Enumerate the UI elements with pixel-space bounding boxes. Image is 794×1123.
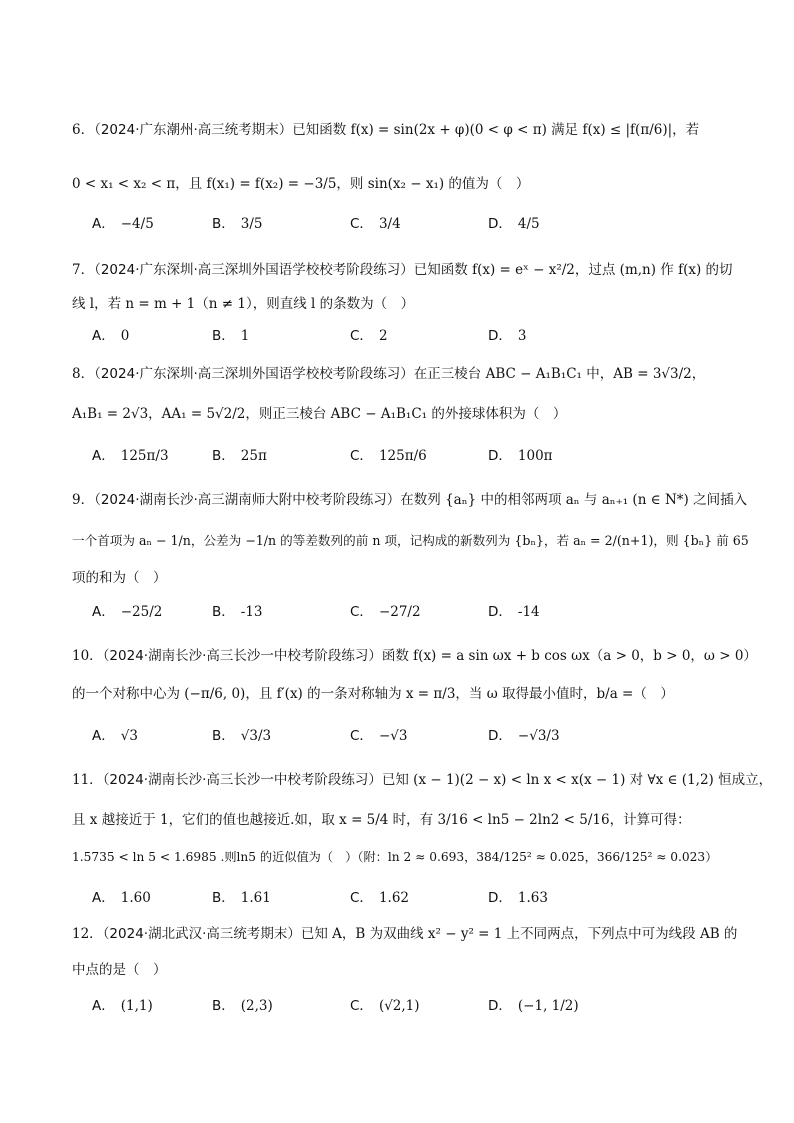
option-d: D． 3 xyxy=(488,328,527,344)
option-d: D． 100π xyxy=(488,448,553,464)
question-10-line-1: 10．（2024·湖南长沙·高三长沙一中校考阶段练习）函数 f(x) = a sin ωx + b cos ωx（a > 0，b > 0，ω > 0） xyxy=(72,648,757,664)
option-a: A． 1.60 xyxy=(92,890,151,906)
option-a: A． 0 xyxy=(92,328,130,344)
question-8-line-2: A₁B₁ = 2√3，AA₁ = 5√2/2，则正三棱台 ABC − A₁B₁C₁ 的外接球体积为（ ） xyxy=(72,406,567,422)
option-c: C． −27/2 xyxy=(350,604,421,620)
question-11-line-2: 且 x 越接近于 1，它们的值也越接近.如，取 x = 5/4 时，有 3/16 < ln5 − 2ln2 < 5/16，计算可得： xyxy=(72,812,691,828)
option-c: C． (√2,1) xyxy=(350,998,420,1014)
option-a: A． √3 xyxy=(92,728,138,744)
question-8-line-1: 8．（2024·广东深圳·高三深圳外国语学校校考阶段练习）在正三棱台 ABC − A₁B₁C₁ 中，AB = 3√3/2， xyxy=(72,366,706,382)
question-11-line-1: 11．（2024·湖南长沙·高三长沙一中校考阶段练习）已知 (x − 1)(2 − x) < ln x < x(x − 1) 对 ∀x ∈ (1,2) 恒成立， xyxy=(72,772,773,788)
question-9-line-2: 一个首项为 aₙ − 1/n，公差为 −1/n 的等差数列的前 n 项，记构成的新数列为 {bₙ}，若 aₙ = 2/(n+1)，则 {bₙ} 前 65 xyxy=(72,533,749,548)
question-7-line-1: 7．（2024·广东深圳·高三深圳外国语学校校考阶段练习）已知函数 f(x) = eˣ − x²/2，过点 (m,n) 作 f(x) 的切 xyxy=(72,262,733,278)
option-d: D． 4/5 xyxy=(488,216,540,232)
option-c: C． −√3 xyxy=(350,728,408,744)
option-b: B． 25π xyxy=(212,448,267,464)
option-b: B． 1 xyxy=(212,328,250,344)
question-6-line-2: 0 < x₁ < x₂ < π，且 f(x₁) = f(x₂) = −3/5，则 sin(x₂ − x₁) 的值为（ ） xyxy=(72,176,530,192)
option-d: D． -14 xyxy=(488,604,540,620)
option-b: B． √3/3 xyxy=(212,728,272,744)
option-c: C． 3/4 xyxy=(350,216,401,232)
question-7-line-2: 线 l，若 n = m + 1（n ≠ 1），则直线 l 的条数为（ ） xyxy=(72,296,415,312)
question-11-line-3: 1.5735 < ln 5 < 1.6985 .则ln5 的近似值为（ ）（附：ln 2 ≈ 0.693，384/125² ≈ 0.025，366/125² ≈ 0.023） xyxy=(72,850,718,864)
option-d: D． (−1, 1/2) xyxy=(488,998,579,1014)
option-d: D． −√3/3 xyxy=(488,728,560,744)
option-c: C． 125π/6 xyxy=(350,448,427,464)
option-b: B． -13 xyxy=(212,604,263,620)
option-b: B． (2,3) xyxy=(212,998,273,1014)
question-12-line-2: 中点的是（ ） xyxy=(72,962,167,978)
option-a: A． (1,1) xyxy=(92,998,153,1014)
question-9-line-3: 项的和为（ ） xyxy=(72,570,167,586)
option-d: D． 1.63 xyxy=(488,890,548,906)
question-6-line-1: 6．（2024·广东潮州·高三统考期末）已知函数 f(x) = sin(2x + φ)(0 < φ < π) 满足 f(x) ≤ |f(π/6)|，若 xyxy=(72,122,700,138)
option-a: A． −4/5 xyxy=(92,216,154,232)
option-a: A． −25/2 xyxy=(92,604,163,620)
option-a: A． 125π/3 xyxy=(92,448,169,464)
question-10-line-2: 的一个对称中心为 (−π/6, 0)，且 f′(x) 的一条对称轴为 x = π/3，当 ω 取得最小值时，b/a =（ ） xyxy=(72,686,674,702)
option-b: B． 3/5 xyxy=(212,216,263,232)
question-9-line-1: 9．（2024·湖南长沙·高三湖南师大附中校考阶段练习）在数列 {aₙ} 中的相邻两项 aₙ 与 aₙ₊₁ (n ∈ N*) 之间插入 xyxy=(72,492,748,508)
option-c: C． 1.62 xyxy=(350,890,409,906)
option-c: C． 2 xyxy=(350,328,388,344)
option-b: B． 1.61 xyxy=(212,890,271,906)
question-12-line-1: 12．（2024·湖北武汉·高三统考期末）已知 A，B 为双曲线 x² − y² = 1 上不同两点，下列点中可为线段 AB 的 xyxy=(72,926,738,942)
